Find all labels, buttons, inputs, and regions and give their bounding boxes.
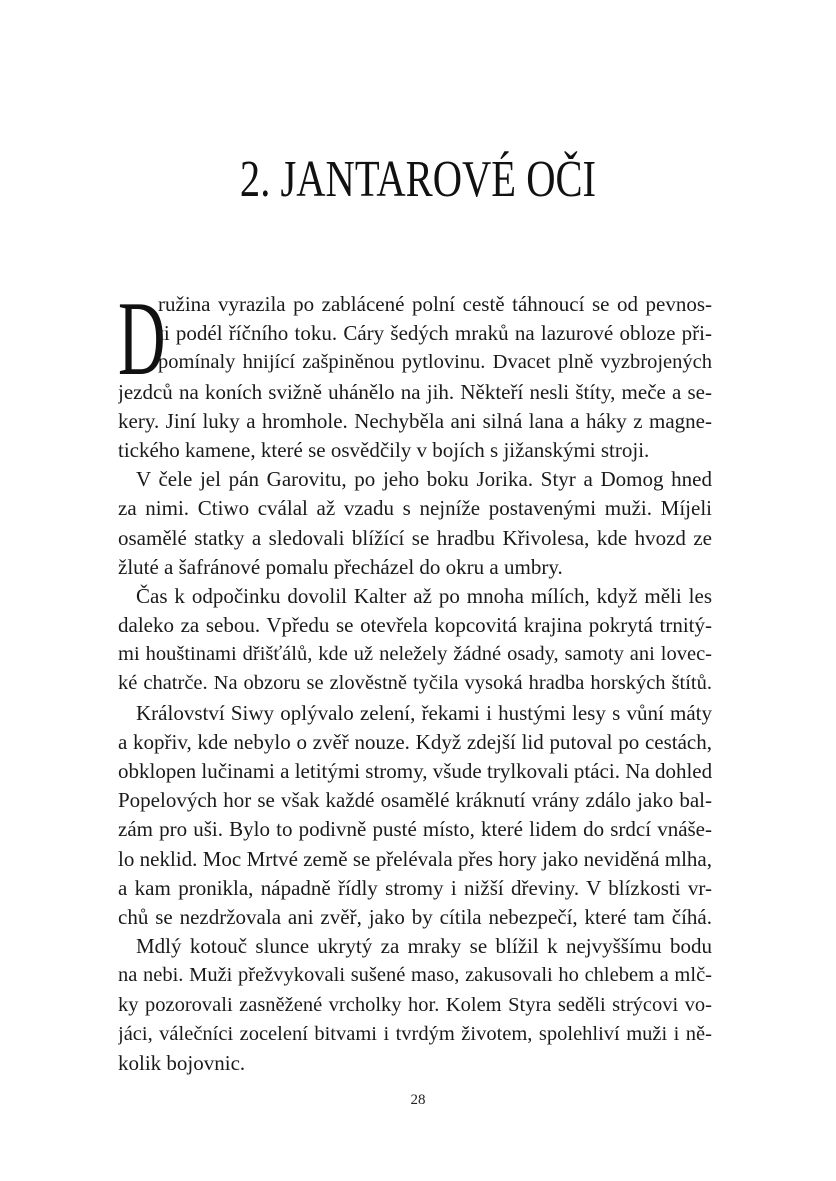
text-line: obklopen lučinami a letitými stromy, všude trylkovali ptáci. Na dohled	[118, 759, 712, 783]
text-line: jáci, válečníci zocelení bitvami i tvrdým životem, spolehliví muži i ně-	[118, 1022, 712, 1045]
text-line: tického kamene, které se osvědčily v bojích s jižanskými stroji.	[118, 437, 650, 462]
text-line: ky pozorovali zasněžené vrcholky hor. Kolem Styra seděli strýcovi vo-	[118, 993, 712, 1016]
text-line: osamělé statky a sledovali blížící se hradbu Křivolesa, kde hvozd ze	[118, 525, 712, 550]
text-line: žluté a šafránové pomalu přecházel do okru a umbry.	[118, 554, 563, 579]
text-line: ružina vyrazila po zablácené polní cestě táhnoucí se od pevnos-	[158, 292, 712, 316]
text-line: a kam pronikla, nápadně řídly stromy i nižší dřeviny. V blízkosti vr-	[118, 875, 712, 900]
text-line: daleko za sebou. Vpředu se otevřela kopcovitá krajina pokrytá trnitý-	[118, 613, 712, 638]
chapter-title: 2. JANTAROVÉ OČI	[239, 151, 597, 208]
text-line: kery. Jiní luky a hromhole. Nechyběla ani silná lana a háky z magne-	[118, 408, 712, 433]
text-line: kolik bojovnic.	[118, 1050, 246, 1075]
text-line: mi houštinami dřišťálů, kde už neležely žádné osady, samoty ani lovec-	[118, 643, 712, 666]
text-line: chů se nezdržovala ani zvěř, jako by cítila nebezpečí, které tam číhá.	[118, 904, 712, 929]
text-line: za nimi. Ctiwo cválal až vzadu s nejníže postavenými muži. Míjeli	[118, 496, 712, 521]
text-line: ké chatrče. Na obzoru se zlověstně tyčila vysoká hradba horských štítů.	[118, 672, 712, 695]
drop-cap: D	[118, 280, 166, 397]
text-line: Království Siwy oplývalo zelení, řekami i hustými lesy s vůní máty	[136, 700, 712, 725]
text-line: pomínaly hnijící zašpiněnou pytlovinu. Dvacet plně vyzbrojených	[158, 351, 712, 374]
text-line: zám pro uši. Bylo to podivně pusté místo, které lidem do srdcí vnáše-	[118, 817, 712, 842]
text-line: na nebi. Muži přežvykovali sušené maso, zakusovali ho chlebem a mlč-	[118, 964, 712, 987]
text-line: Popelových hor se však každé osamělé kráknutí vrány zdálo jako bal-	[118, 788, 712, 813]
text-line: V čele jel pán Garovitu, po jeho boku Jorika. Styr a Domog hned	[136, 467, 712, 492]
text-line: Mdlý kotouč slunce ukrytý za mraky se blížil k nejvyššímu bodu	[136, 934, 712, 959]
text-line: lo neklid. Moc Mrtvé země se přelévala přes hory jako neviděná mlha,	[118, 846, 712, 871]
text-line: a kopřiv, kde nebylo o zvěř nouze. Když zdejší lid putoval po cestách,	[118, 729, 712, 754]
text-line: ti podél říčního toku. Cáry šedých mraků na lazurové obloze při-	[158, 321, 712, 346]
chapter-body	[118, 280, 712, 1078]
text-line: jezdců na koních svižně uhánělo na jih. Někteří nesli štíty, meče a se-	[118, 379, 712, 404]
text-line: Čas k odpočinku dovolil Kalter až po mnoha mílích, když měli les	[136, 583, 712, 608]
page-number: 28	[410, 1092, 426, 1108]
